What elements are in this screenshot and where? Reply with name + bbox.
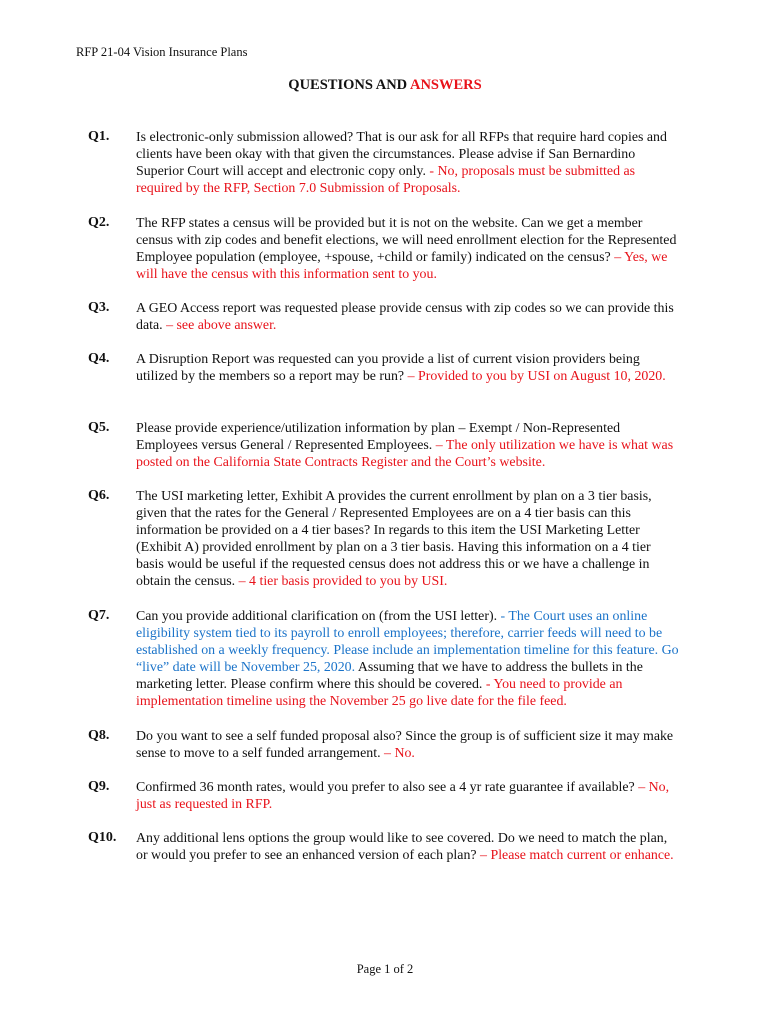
question-label: Q7. [88, 608, 110, 623]
question-label: Q2. [88, 215, 110, 230]
question-label: Q5. [88, 420, 110, 435]
question-text: A GEO Access report was requested please provide census with zip codes so we can provide this data. [136, 301, 674, 333]
answer-text: – No. [384, 746, 415, 761]
question-label: Q3. [88, 300, 110, 315]
question-body [136, 215, 681, 283]
title-main: QUESTIONS AND [288, 77, 410, 93]
question-body [136, 351, 681, 385]
answer-text: – Provided to you by USI on August 10, 2020. [407, 369, 666, 384]
question-body [136, 300, 681, 334]
question-text: The RFP states a census will be provided but it is not on the website. Can we get a member census with zip codes and benefit elections, we will need enrollment election for the Represented Employee population (employee, +spouse, +child or family) indicated on the census? [136, 216, 677, 265]
question-text: The USI marketing letter, Exhibit A provides the current enrollment by plan on a 3 tier basis, given that the rates for the General / Represented Employees are on a 4 tier basis can this information be provided on a 4 tier bases? In regards to this item the USI Marketing Letter (Exhibit A) provided enrollment by plan on a 3 tier basis. Having this information on a 4 tier basis would be useful if the requested census does not address this or we have a challenge in obtain the census. [136, 489, 652, 589]
document-header: RFP 21-04 Vision Insurance Plans [76, 45, 248, 59]
answer-text: - No, proposals must be submitted as required by the RFP, Section 7.0 Submission of Proposals. [136, 164, 636, 196]
question-body [136, 830, 681, 864]
question-body [136, 608, 681, 710]
page-number: Page 1 of 2 [356, 962, 414, 976]
question-label: Q1. [88, 129, 110, 144]
answer-text: – see above answer. [166, 318, 277, 333]
page-title [0, 77, 770, 94]
question-text: Confirmed 36 month rates, would you prefer to also see a 4 yr rate guarantee if available? [136, 780, 639, 795]
answer-text: – Please match current or enhance. [480, 848, 674, 863]
question-label: Q8. [88, 728, 110, 743]
question-body [136, 129, 681, 197]
question-body [136, 779, 681, 813]
answer-text: – Yes, we will have the census with this information sent to you. [136, 250, 668, 282]
question-text: Please provide experience/utilization information by plan – Exempt / Non-Represented Employees versus General / Represented Employees. [136, 421, 621, 453]
question-text: Do you want to see a self funded proposal also? Since the group is of sufficient size it may make sense to move to a self funded arrangement. [136, 729, 674, 761]
question-label: Q9. [88, 779, 110, 794]
question-label: Q4. [88, 351, 110, 366]
question-text: A Disruption Report was requested can you provide a list of current vision providers being utilized by the members so a report may be run? [136, 352, 640, 384]
question-label: Q10. [88, 830, 117, 845]
title-accent: ANSWERS [409, 77, 482, 93]
question-body [136, 728, 681, 762]
answer-text: – The only utilization we have is what was posted on the California State Contracts Register and the Court’s website. [136, 438, 674, 470]
answer-text: – No, just as requested in RFP. [136, 780, 670, 812]
question-text: Can you provide additional clarification on (from the USI letter). [136, 609, 501, 624]
answer-text-blue: - The Court uses an online eligibility system tied to its payroll to enroll employees; therefore, carrier feeds will need to be established on a weekly frequency. Please include an implementation timeline for this feature. Go “live” date will be November 25, 2020. [136, 609, 679, 675]
answer-text: – 4 tier basis provided to you by USI. [238, 574, 448, 589]
question-text: Any additional lens options the group would like to see covered. Do we need to match the plan, or would you prefer to see an enhanced version of each plan? [136, 831, 668, 863]
question-body [136, 488, 681, 590]
question-body [136, 420, 681, 471]
question-text-continued: Assuming that we have to address the bullets in the marketing letter. Please confirm where this should be covered. [136, 660, 643, 692]
question-label: Q6. [88, 488, 110, 503]
answer-text: - You need to provide an implementation timeline using the November 25 go live date for the file feed. [136, 677, 623, 709]
question-text: Is electronic-only submission allowed? That is our ask for all RFPs that require hard copies and clients have been okay with that given the circumstances. Please advise if San Bernardino Superior Court will accept and electronic copy only. [136, 130, 667, 179]
